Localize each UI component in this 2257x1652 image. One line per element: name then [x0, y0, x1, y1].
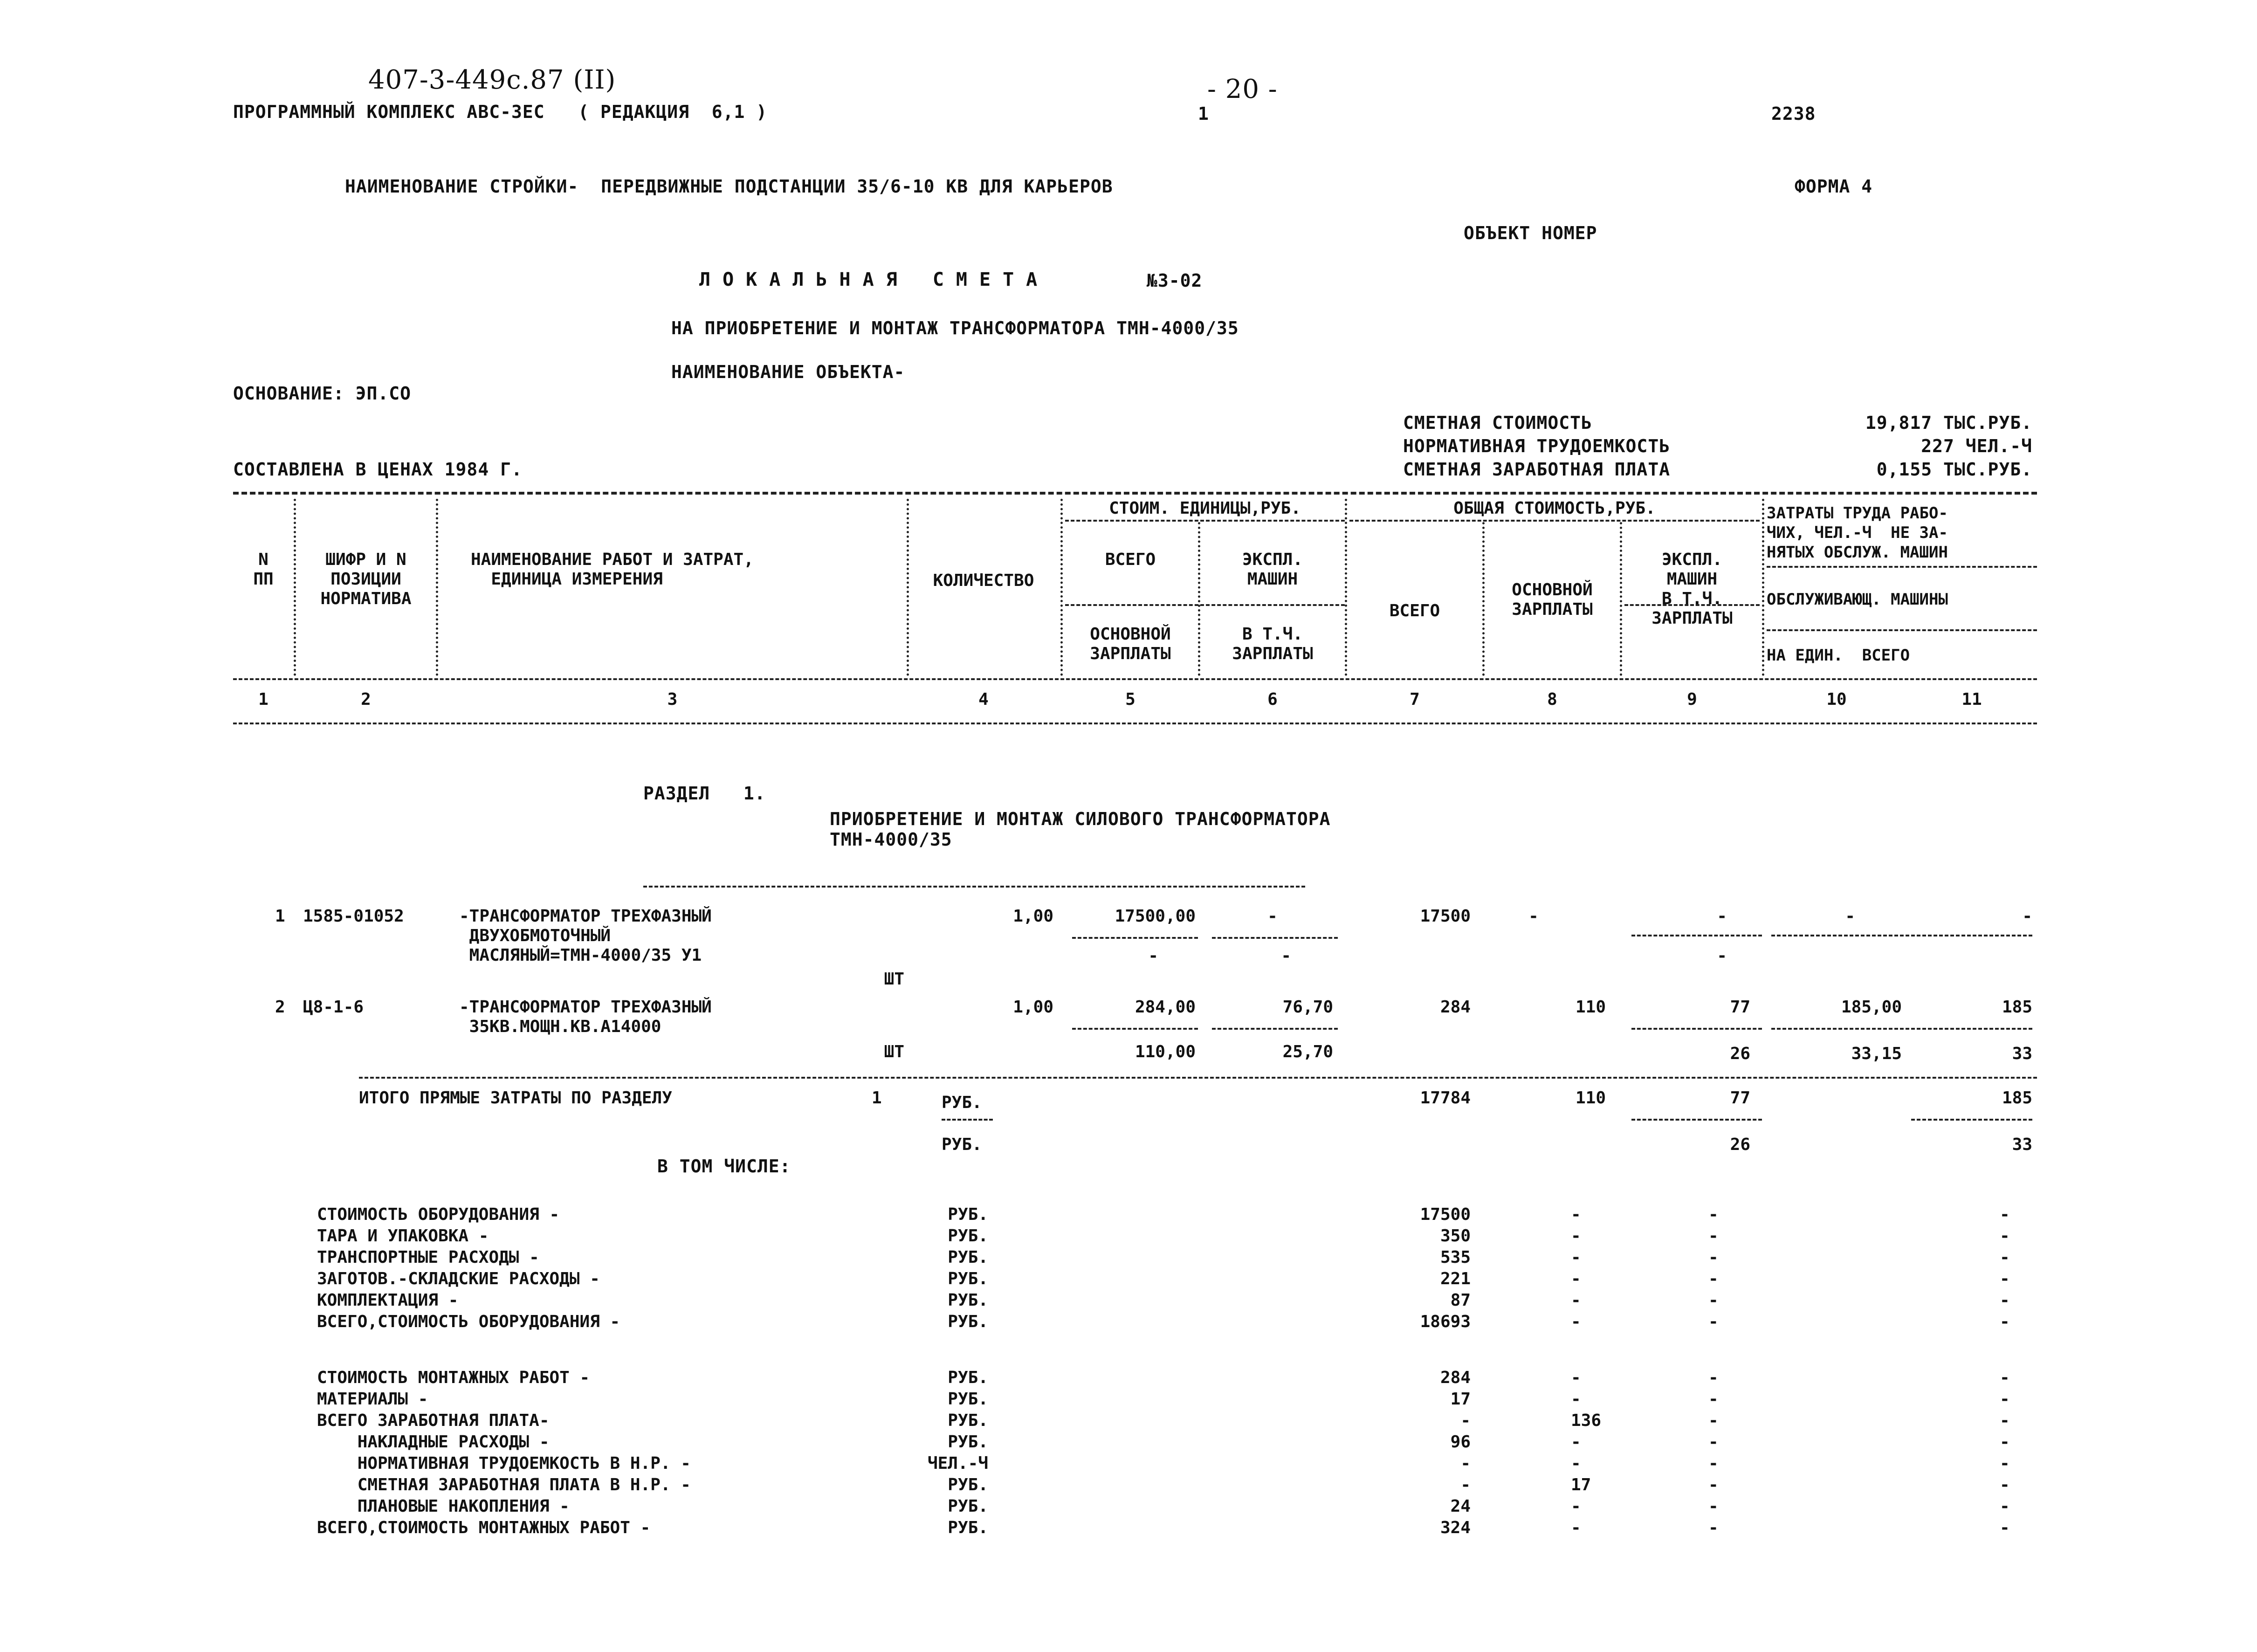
document-subtitle: НА ПРИОБРЕТЕНИЕ И МОНТАЖ ТРАНСФОРМАТОРА ТМН-4000/35	[671, 318, 1239, 338]
breakdown-labor: -	[2000, 1518, 2010, 1537]
header-col-2: ШИФР И N ПОЗИЦИИ НОРМАТИВА	[320, 550, 412, 608]
breakdown-total: 18693	[1420, 1312, 1471, 1331]
construction-name: НАИМЕНОВАНИЕ СТРОЙКИ- ПЕРЕДВИЖНЫЕ ПОДСТАНЦИИ 35/6-10 КВ ДЛЯ КАРЬЕРОВ	[345, 176, 1113, 197]
breakdown-machine: -	[1708, 1248, 1719, 1267]
breakdown-machine: -	[1708, 1497, 1719, 1516]
breakdown-wage: 17	[1571, 1475, 1591, 1494]
col-number-10: 10	[1826, 690, 1847, 709]
document-number: 2238	[1771, 103, 1816, 124]
breakdown-label: ЗАГОТОВ.-СКЛАДСКИЕ РАСХОДЫ -	[317, 1269, 600, 1288]
breakdown-unit: РУБ.	[948, 1291, 988, 1310]
row-1-labor-unit: -	[1845, 907, 1855, 926]
header-total-cost-group: ОБЩАЯ СТОИМОСТЬ,РУБ.	[1453, 499, 1656, 518]
breakdown-machine: -	[1708, 1269, 1719, 1288]
col-number-4: 4	[978, 690, 989, 709]
col-number-8: 8	[1547, 690, 1557, 709]
breakdown-machine: -	[1708, 1518, 1719, 1537]
software-label: ПРОГРАММНЫЙ КОМПЛЕКС АВС-3ЕС ( РЕДАКЦИЯ 6,1 )	[233, 102, 768, 122]
breakdown-unit: РУБ.	[948, 1518, 988, 1537]
col-number-3: 3	[667, 690, 678, 709]
breakdown-machine: -	[1708, 1368, 1719, 1387]
col-number-7: 7	[1410, 690, 1420, 709]
breakdown-unit: РУБ.	[948, 1497, 988, 1516]
breakdown-wage: -	[1571, 1226, 1581, 1246]
row-2-code: Ц8-1-6	[303, 998, 364, 1017]
row-2-labor-total-2: 33	[2012, 1044, 2032, 1063]
row-2-unit-machine: 76,70	[1282, 998, 1333, 1017]
basis-label: ОСНОВАНИЕ: ЭП.СО	[233, 383, 412, 404]
header-col-6-top: ЭКСПЛ. МАШИН	[1242, 550, 1303, 589]
col-number-5: 5	[1125, 690, 1135, 709]
row-1-total: 17500	[1420, 907, 1471, 926]
labor-intensity-label: НОРМАТИВНАЯ ТРУДОЕМКОСТЬ	[1403, 436, 1671, 456]
wage-total-label: СМЕТНАЯ ЗАРАБОТНАЯ ПЛАТА	[1403, 459, 1671, 480]
breakdown-label: ВСЕГО,СТОИМОСТЬ ОБОРУДОВАНИЯ -	[317, 1312, 620, 1331]
row-1-quantity: 1,00	[1013, 907, 1053, 926]
breakdown-unit: РУБ.	[948, 1269, 988, 1288]
breakdown-wage: -	[1571, 1497, 1581, 1516]
labor-intensity-value: 227 ЧЕЛ.-Ч	[1921, 436, 2032, 456]
object-number-label: ОБЪЕКТ НОМЕР	[1464, 223, 1597, 243]
col-number-9: 9	[1687, 690, 1697, 709]
breakdown-machine: -	[1708, 1205, 1719, 1224]
row-2-total-wage: 110	[1576, 998, 1606, 1017]
row-1-unit-total: 17500,00	[1115, 907, 1196, 926]
row-1-unit-machine: -	[1267, 907, 1278, 926]
breakdown-unit: РУБ.	[948, 1226, 988, 1246]
breakdown-total: 350	[1440, 1226, 1471, 1246]
row-1-total-machine-wage: -	[1717, 946, 1727, 965]
breakdown-label: ТАРА И УПАКОВКА -	[317, 1226, 489, 1246]
breakdown-unit: РУБ.	[948, 1205, 988, 1224]
subtotal-machine: 77	[1730, 1088, 1750, 1108]
breakdown-labor: -	[2000, 1390, 2010, 1409]
breakdown-labor: -	[2000, 1497, 2010, 1516]
breakdown-machine: -	[1708, 1411, 1719, 1430]
breakdown-label: МАТЕРИАЛЫ -	[317, 1390, 428, 1409]
col-number-11: 11	[1961, 690, 1982, 709]
breakdown-total: 284	[1440, 1368, 1471, 1387]
section-label: РАЗДЕЛ 1.	[643, 783, 766, 804]
row-1-total-wage: -	[1528, 907, 1539, 926]
header-labor-group: ЗАТРАТЫ ТРУДА РАБО- ЧИХ, ЧЕЛ.-Ч НЕ ЗА- НЯТЫХ ОБСЛУЖ. МАШИН	[1767, 504, 1948, 562]
breakdown-unit: РУБ.	[948, 1390, 988, 1409]
breakdown-label: НОРМАТИВНАЯ ТРУДОЕМКОСТЬ В Н.Р. -	[317, 1454, 691, 1473]
row-2-unit-total: 284,00	[1135, 998, 1196, 1017]
breakdown-unit: РУБ.	[948, 1432, 988, 1452]
subtotal-unit-1: РУБ.	[942, 1093, 982, 1112]
subtotal-label: ИТОГО ПРЯМЫЕ ЗАТРАТЫ ПО РАЗДЕЛУ	[359, 1088, 672, 1108]
header-labor-sub: ОБСЛУЖИВАЮЩ. МАШИНЫ	[1767, 590, 1948, 609]
breakdown-total: 17500	[1420, 1205, 1471, 1224]
breakdown-machine: -	[1708, 1291, 1719, 1310]
breakdown-wage: -	[1571, 1312, 1581, 1331]
including-label: В ТОМ ЧИСЛЕ:	[657, 1156, 791, 1177]
breakdown-unit: РУБ.	[948, 1312, 988, 1331]
breakdown-wage: -	[1571, 1454, 1581, 1473]
row-2-labor-total: 185	[2002, 998, 2032, 1017]
breakdown-wage: -	[1571, 1269, 1581, 1288]
header-col-5-top: ВСЕГО	[1105, 550, 1156, 569]
header-col-6-bottom: В Т.Ч. ЗАРПЛАТЫ	[1232, 625, 1313, 663]
row-1-total-machine: -	[1717, 907, 1727, 926]
breakdown-total: 324	[1440, 1518, 1471, 1537]
col-number-6: 6	[1267, 690, 1278, 709]
breakdown-label: СТОИМОСТЬ МОНТАЖНЫХ РАБОТ -	[317, 1368, 590, 1387]
breakdown-wage: -	[1571, 1368, 1581, 1387]
breakdown-label: СМЕТНАЯ ЗАРАБОТНАЯ ПЛАТА В Н.Р. -	[317, 1475, 691, 1494]
row-2-total-machine: 77	[1730, 998, 1750, 1017]
header-col-4: КОЛИЧЕСТВО	[933, 571, 1034, 590]
row-1-unit: ШТ	[884, 970, 904, 989]
breakdown-total: 535	[1440, 1248, 1471, 1267]
breakdown-wage: -	[1571, 1248, 1581, 1267]
row-1-code: 1585-01052	[303, 907, 404, 926]
breakdown-label: ВСЕГО,СТОИМОСТЬ МОНТАЖНЫХ РАБОТ -	[317, 1518, 651, 1537]
breakdown-labor: -	[2000, 1312, 2010, 1331]
row-2-unit: ШТ	[884, 1042, 904, 1061]
breakdown-label: НАКЛАДНЫЕ РАСХОДЫ -	[317, 1432, 550, 1452]
breakdown-unit: ЧЕЛ.-Ч	[927, 1454, 988, 1473]
row-2-name: -ТРАНСФОРМАТОР ТРЕХФАЗНЫЙ 35КВ.МОЩН.КВ.А14000	[459, 998, 712, 1036]
breakdown-total: -	[1460, 1454, 1471, 1473]
row-2-quantity: 1,00	[1013, 998, 1053, 1017]
subtotal-labor: 185	[2002, 1088, 2032, 1108]
breakdown-unit: РУБ.	[948, 1248, 988, 1267]
row-1-name: -ТРАНСФОРМАТОР ТРЕХФАЗНЫЙ ДВУХОБМОТОЧНЫЙ МАСЛЯНЫЙ=ТМН-4000/35 У1	[459, 907, 712, 965]
row-2-labor-unit: 185,00	[1841, 998, 1902, 1017]
breakdown-machine: -	[1708, 1312, 1719, 1331]
breakdown-unit: РУБ.	[948, 1411, 988, 1430]
row-2-total-machine-wage: 26	[1730, 1044, 1750, 1063]
breakdown-label: КОМПЛЕКТАЦИЯ -	[317, 1291, 459, 1310]
breakdown-labor: -	[2000, 1368, 2010, 1387]
breakdown-total: -	[1460, 1475, 1471, 1494]
breakdown-labor: -	[2000, 1475, 2010, 1494]
breakdown-wage: 136	[1571, 1411, 1602, 1430]
row-2-unit-wage: 110,00	[1135, 1042, 1196, 1061]
subtotal-wage: 110	[1576, 1088, 1606, 1108]
header-col-7: ВСЕГО	[1389, 601, 1440, 620]
row-1-number: 1	[275, 907, 285, 926]
breakdown-machine: -	[1708, 1454, 1719, 1473]
breakdown-labor: -	[2000, 1432, 2010, 1452]
breakdown-total: 17	[1450, 1390, 1471, 1409]
breakdown-wage: -	[1571, 1205, 1581, 1224]
breakdown-total: 24	[1450, 1497, 1471, 1516]
row-2-unit-machine-wage: 25,70	[1282, 1042, 1333, 1061]
total-cost-value: 19,817 ТЫС.РУБ.	[1865, 413, 2032, 433]
breakdown-labor: -	[2000, 1291, 2010, 1310]
breakdown-labor: -	[2000, 1454, 2010, 1473]
subtotal-total: 17784	[1420, 1088, 1471, 1108]
breakdown-total: 96	[1450, 1432, 1471, 1452]
subtotal-unit-2: РУБ.	[942, 1135, 982, 1154]
breakdown-label: СТОИМОСТЬ ОБОРУДОВАНИЯ -	[317, 1205, 560, 1224]
row-1-labor-total: -	[2022, 907, 2032, 926]
header-col-5-bottom: ОСНОВНОЙ ЗАРПЛАТЫ	[1090, 625, 1171, 663]
breakdown-machine: -	[1708, 1226, 1719, 1246]
breakdown-label: ПЛАНОВЫЕ НАКОПЛЕНИЯ -	[317, 1497, 570, 1516]
row-2-number: 2	[275, 998, 285, 1017]
section-title: ПРИОБРЕТЕНИЕ И МОНТАЖ СИЛОВОГО ТРАНСФОРМАТОРА ТМН-4000/35	[830, 809, 1331, 850]
breakdown-label: ВСЕГО ЗАРАБОТНАЯ ПЛАТА-	[317, 1411, 550, 1430]
breakdown-labor: -	[2000, 1269, 2010, 1288]
prices-label: СОСТАВЛЕНА В ЦЕНАХ 1984 Г.	[233, 459, 523, 480]
object-name-label: НАИМЕНОВАНИЕ ОБЪЕКТА-	[671, 362, 905, 382]
breakdown-unit: РУБ.	[948, 1475, 988, 1494]
subtotal-quantity: 1	[872, 1088, 882, 1108]
breakdown-wage: -	[1571, 1432, 1581, 1452]
total-cost-label: СМЕТНАЯ СТОИМОСТЬ	[1403, 413, 1592, 433]
breakdown-labor: -	[2000, 1205, 2010, 1224]
breakdown-wage: -	[1571, 1518, 1581, 1537]
header-col-3: НАИМЕНОВАНИЕ РАБОТ И ЗАТРАТ, ЕДИНИЦА ИЗМЕРЕНИЯ	[471, 550, 754, 589]
breakdown-machine: -	[1708, 1432, 1719, 1452]
header-col-9: ЭКСПЛ. МАШИН В Т.Ч. ЗАРПЛАТЫ	[1651, 550, 1733, 628]
breakdown-total: 221	[1440, 1269, 1471, 1288]
breakdown-label: ТРАНСПОРТНЫЕ РАСХОДЫ -	[317, 1248, 539, 1267]
breakdown-wage: -	[1571, 1291, 1581, 1310]
form-label: ФОРМА 4	[1795, 176, 1873, 197]
header-col-10-11: НА ЕДИН. ВСЕГО	[1767, 646, 1910, 665]
breakdown-machine: -	[1708, 1475, 1719, 1494]
col-number-2: 2	[361, 690, 371, 709]
breakdown-labor: -	[2000, 1411, 2010, 1430]
breakdown-unit: РУБ.	[948, 1368, 988, 1387]
breakdown-wage: -	[1571, 1390, 1581, 1409]
subtotal-labor-2: 33	[2012, 1135, 2032, 1154]
breakdown-labor: -	[2000, 1226, 2010, 1246]
row-1-unit-machine-wage: -	[1281, 946, 1291, 965]
header-col-1: N ПП	[253, 550, 274, 589]
header-unit-cost-group: СТОИМ. ЕДИНИЦЫ,РУБ.	[1109, 499, 1301, 518]
document-title: ЛОКАЛЬНАЯ СМЕТА	[699, 269, 1050, 290]
col-number-1: 1	[258, 690, 268, 709]
sheet-number: 1	[1198, 103, 1209, 124]
page-number: - 20 -	[1207, 74, 1278, 104]
subtotal-machine-wage: 26	[1730, 1135, 1750, 1154]
row-1-unit-wage: -	[1148, 946, 1158, 965]
row-2-labor-unit-2: 33,15	[1851, 1044, 1902, 1063]
row-2-total: 284	[1440, 998, 1471, 1017]
breakdown-total: 87	[1450, 1291, 1471, 1310]
breakdown-labor: -	[2000, 1248, 2010, 1267]
breakdown-total: -	[1460, 1411, 1471, 1430]
breakdown-machine: -	[1708, 1390, 1719, 1409]
wage-total-value: 0,155 ТЫС.РУБ.	[1876, 459, 2032, 480]
document-code: 407-3-449c.87 (II)	[368, 65, 616, 95]
header-col-8: ОСНОВНОЙ ЗАРПЛАТЫ	[1512, 580, 1593, 619]
document-title-number: №3-02	[1147, 270, 1203, 291]
